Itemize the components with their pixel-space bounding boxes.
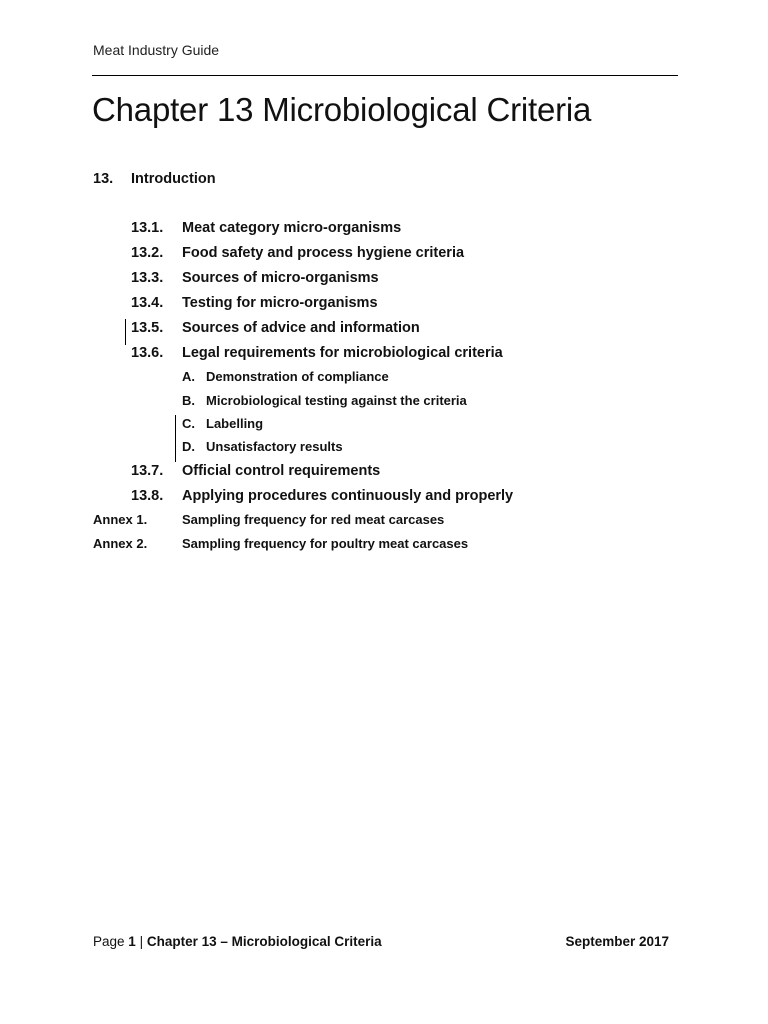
footer-chapter: Chapter 13 – Microbiological Criteria <box>146 934 382 949</box>
toc-letter: D. <box>182 439 195 454</box>
toc-entry-c[interactable]: Labelling <box>206 416 264 431</box>
toc-letter: B. <box>182 393 195 408</box>
toc-entry-d[interactable]: Unsatisfactory results <box>206 439 343 454</box>
toc-number: 13.6. <box>131 345 164 361</box>
toc-number: 13.4. <box>131 295 164 311</box>
header-rule <box>92 75 678 76</box>
revision-bar <box>125 319 126 345</box>
toc-annex-2[interactable]: Sampling frequency for poultry meat carcases <box>182 536 469 551</box>
footer-separator: | <box>139 934 144 949</box>
annex-number: Annex 1. <box>93 512 148 527</box>
toc-intro-label[interactable]: Introduction <box>131 171 216 187</box>
toc-intro-number: 13. <box>93 171 114 187</box>
annex-number: Annex 2. <box>93 536 148 551</box>
toc-entry-13-8[interactable]: Applying procedures continuously and properly <box>182 488 514 504</box>
revision-bar <box>175 415 176 462</box>
footer-date: September 2017 <box>565 934 669 949</box>
toc-entry-13-3[interactable]: Sources of micro-organisms <box>182 270 379 286</box>
toc-entry-a[interactable]: Demonstration of compliance <box>206 369 389 384</box>
footer-page-word: Page <box>93 934 125 949</box>
toc-entry-13-2[interactable]: Food safety and process hygiene criteria <box>182 245 465 261</box>
toc-entry-13-6[interactable]: Legal requirements for microbiological criteria <box>182 345 503 361</box>
toc-annex-1[interactable]: Sampling frequency for red meat carcases <box>182 512 445 527</box>
toc-letter: C. <box>182 416 195 431</box>
page-footer <box>93 934 382 949</box>
toc-entry-13-1[interactable]: Meat category micro-organisms <box>182 220 402 236</box>
toc-number: 13.3. <box>131 270 164 286</box>
toc-entry-13-5[interactable]: Sources of advice and information <box>182 320 420 336</box>
toc-entry-13-7[interactable]: Official control requirements <box>182 463 381 479</box>
toc-number: 13.1. <box>131 220 164 236</box>
toc-number: 13.8. <box>131 488 164 504</box>
toc-entry-b[interactable]: Microbiological testing against the criteria <box>206 393 467 408</box>
page-title: Chapter 13 Microbiological Criteria <box>92 91 592 128</box>
footer-page-number: 1 <box>128 934 136 949</box>
toc-letter: A. <box>182 369 195 384</box>
toc-number: 13.7. <box>131 463 164 479</box>
running-header: Meat Industry Guide <box>93 42 220 58</box>
toc-entry-13-4[interactable]: Testing for micro-organisms <box>182 295 378 311</box>
toc-number: 13.5. <box>131 320 164 336</box>
toc-number: 13.2. <box>131 245 164 261</box>
